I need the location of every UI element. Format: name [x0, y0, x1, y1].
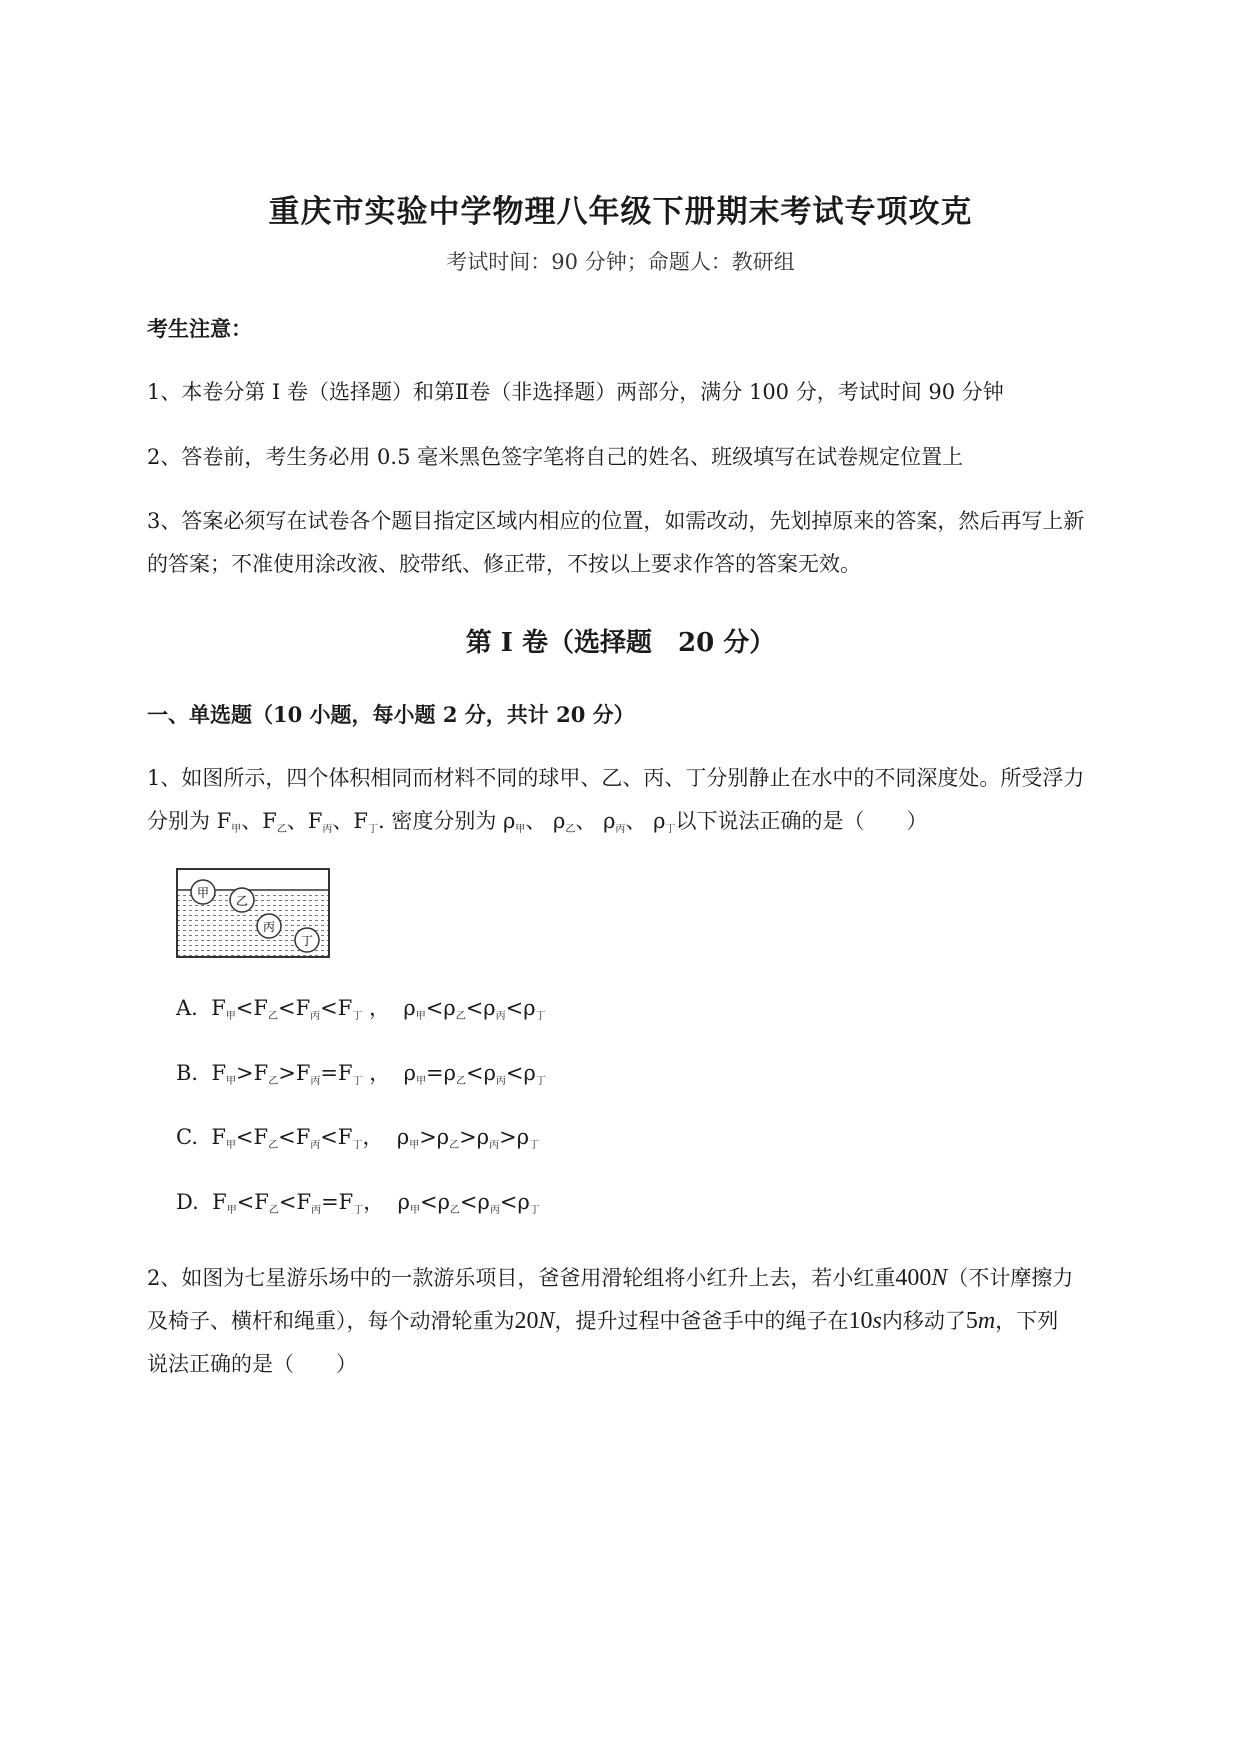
exam-subtitle: 考试时间：90 分钟；命题人：教研组	[446, 250, 795, 274]
q2-line3: 说法正确的是（ ）	[147, 1352, 357, 1376]
notice-item-2: 2、答卷前，考生务必用 0.5 毫米黑色签字笔将自己的姓名、班级填写在试卷规定位置上	[147, 445, 964, 469]
q1-option-d[interactable]: D. $F_甲<F_乙<F_丙=F_丁$， $\rho_甲<\rho_乙<\rho_丙<\rho_丁$	[176, 1190, 540, 1216]
q1-option-b[interactable]: B. $F_甲>F_乙>F_丙=F_丁$ ， $\rho_甲=\rho_乙<\rho_丙<\rho_丁$	[176, 1061, 546, 1087]
ball-bing	[257, 914, 281, 938]
ball-label-bing: 丙	[262, 920, 276, 934]
notice-item-1: 1、本卷分第 I 卷（选择题）和第Ⅱ卷（非选择题）两部分，满分 100 分，考试时间 90 分钟	[147, 380, 1004, 404]
ball-ding	[295, 928, 319, 952]
q1-line1: 1、如图所示，四个体积相同而材料不同的球甲、乙、丙、丁分别静止在水中的不同深度处。所受浮力	[147, 766, 1085, 790]
exam-title: 重庆市实验中学物理八年级下册期末考试专项攻克	[268, 194, 973, 230]
notice-item-3-cont: 的答案；不准使用涂改液、胶带纸、修正带，不按以上要求作答的答案无效。	[147, 552, 861, 576]
ball-label-ding: 丁	[300, 934, 314, 948]
q1-option-a[interactable]: A. $F_甲<F_乙<F_丙<F_丁$ ， $\rho_甲<\rho_乙<\rho_丙<\rho_丁$	[176, 996, 546, 1022]
q2-line1: 2、如图为七星游乐场中的一款游乐项目，爸爸用滑轮组将小红升上去，若小红重400N（不计摩擦力	[147, 1265, 1074, 1291]
q2-line2: 及椅子、横杆和绳重），每个动滑轮重为20N，提升过程中爸爸手中的绳子在10s内移动了5m，下列	[147, 1308, 1059, 1334]
notice-heading: 考生注意：	[147, 316, 252, 341]
ball-jia	[191, 880, 215, 904]
section-title: 第 I 卷（选择题 20 分）	[465, 628, 776, 658]
ball-label-jia: 甲	[196, 886, 210, 900]
part-heading: 一、单选题（10 小题，每小题 2 分，共计 20 分）	[147, 702, 635, 727]
q1-line2: 分别为 $F_甲$、$F_乙$、$F_丙$、$F_丁$. 密度分别为 $\rho_甲$、 $\rho_乙$、 $\rho_丙$、 $\rho_丁$以下说法正确的是（ ）	[147, 809, 928, 835]
ball-label-yi: 乙	[235, 894, 249, 908]
q1-figure	[176, 868, 330, 958]
ball-yi	[230, 888, 254, 912]
q1-option-c[interactable]: C. $F_甲<F_乙<F_丙<F_丁$， $\rho_甲>\rho_乙>\rho_丙>\rho_丁$	[176, 1125, 540, 1151]
notice-item-3: 3、答案必须写在试卷各个题目指定区域内相应的位置，如需改动，先划掉原来的答案，然后再写上新	[147, 509, 1085, 533]
